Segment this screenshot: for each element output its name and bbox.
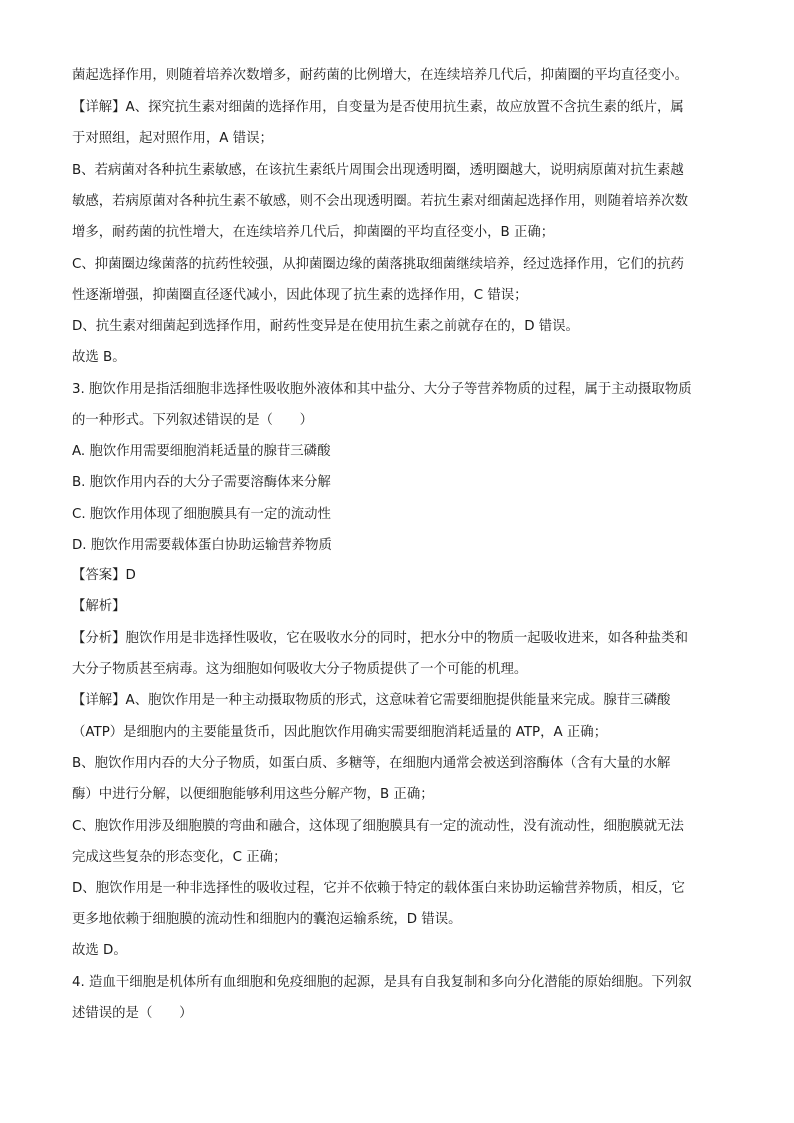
text-line: D、抗生素对细菌起到选择作用，耐药性变异是在使用抗生素之前就存在的，D 错误。 [72, 319, 579, 334]
text-line: 故选 D。 [72, 943, 127, 958]
text-line: C、抑菌圈边缘菌落的抗药性较强，从抑菌圈边缘的菌落挑取细菌继续培养，经过选择作用，它们的抗药 [72, 257, 684, 272]
text-line: 性逐渐增强，抑菌圈直径逐代减小，因此体现了抗生素的选择作用，C 错误； [72, 288, 528, 303]
text-line: 【详解】A、胞饮作用是一种主动摄取物质的形式，这意味着它需要细胞提供能量来完成。腺苷三磷酸 [72, 693, 671, 708]
question-3-stem: 的一种形式。下列叙述错误的是（ ） [72, 413, 314, 428]
text-line: （ATP）是细胞内的主要能量货币，因此胞饮作用确实需要细胞消耗适量的 ATP，A 正确； [72, 725, 608, 740]
analysis-heading: 【解析】 [72, 599, 126, 614]
text-line: 酶）中进行分解，以便细胞能够利用这些分解产物，B 正确； [72, 787, 434, 802]
question-4-stem: 4. 造血干细胞是机体所有血细胞和免疫细胞的起源，是具有自我复制和多向分化潜能的原始细胞。下列叙 [72, 975, 692, 990]
answer-line: 【答案】D [72, 568, 136, 583]
text-line: 大分子物质甚至病毒。这为细胞如何吸收大分子物质提供了一个可能的机理。 [72, 662, 528, 677]
text-line: B、若病菌对各种抗生素敏感，在该抗生素纸片周围会出现透明圈，透明圈越大，说明病原菌对抗生素越 [72, 163, 684, 178]
option-b: B. 胞饮作用内吞的大分子需要溶酶体来分解 [72, 475, 331, 490]
option-c: C. 胞饮作用体现了细胞膜具有一定的流动性 [72, 507, 331, 522]
text-line: C、胞饮作用涉及细胞膜的弯曲和融合，这体现了细胞膜具有一定的流动性，没有流动性，细胞膜就无法 [72, 819, 684, 834]
text-line: 敏感，若病原菌对各种抗生素不敏感，则不会出现透明圈。若抗生素对细菌起选择作用，则随着培养次数 [72, 194, 688, 209]
text-line: 增多，耐药菌的抗性增大，在连续培养几代后，抑菌圈的平均直径变小，B 正确； [72, 225, 555, 240]
text-line: 菌起选择作用，则随着培养次数增多，耐药菌的比例增大，在连续培养几代后，抑菌圈的平均直径变小。 [72, 68, 688, 83]
text-line: 于对照组，起对照作用，A 错误； [72, 131, 273, 146]
text-line: 故选 B。 [72, 350, 126, 365]
question-3-stem: 3. 胞饮作用是指活细胞非选择性吸收胞外液体和其中盐分、大分子等营养物质的过程，属于主动摄取物质 [72, 382, 692, 397]
text-line: 【分析】胞饮作用是非选择性吸收，它在吸收水分的同时，把水分中的物质一起吸收进来，如各种盐类和 [72, 631, 688, 646]
text-line: 完成这些复杂的形态变化，C 正确； [72, 850, 287, 865]
text-line: B、胞饮作用内吞的大分子物质，如蛋白质、多糖等，在细胞内通常会被送到溶酶体（含有大量的水解 [72, 756, 671, 771]
text-line: D、胞饮作用是一种非选择性的吸收过程，它并不依赖于特定的载体蛋白来协助运输营养物质，相反，它 [72, 881, 685, 896]
option-a: A. 胞饮作用需要细胞消耗适量的腺苷三磷酸 [72, 444, 331, 459]
text-line: 【详解】A、探究抗生素对细菌的选择作用，自变量为是否使用抗生素，故应放置不含抗生素的纸片，属 [72, 100, 684, 115]
option-d: D. 胞饮作用需要载体蛋白协助运输营养物质 [72, 538, 332, 553]
text-line: 更多地依赖于细胞膜的流动性和细胞内的囊泡运输系统，D 错误。 [72, 912, 462, 927]
question-4-stem: 述错误的是（ ） [72, 1006, 193, 1021]
